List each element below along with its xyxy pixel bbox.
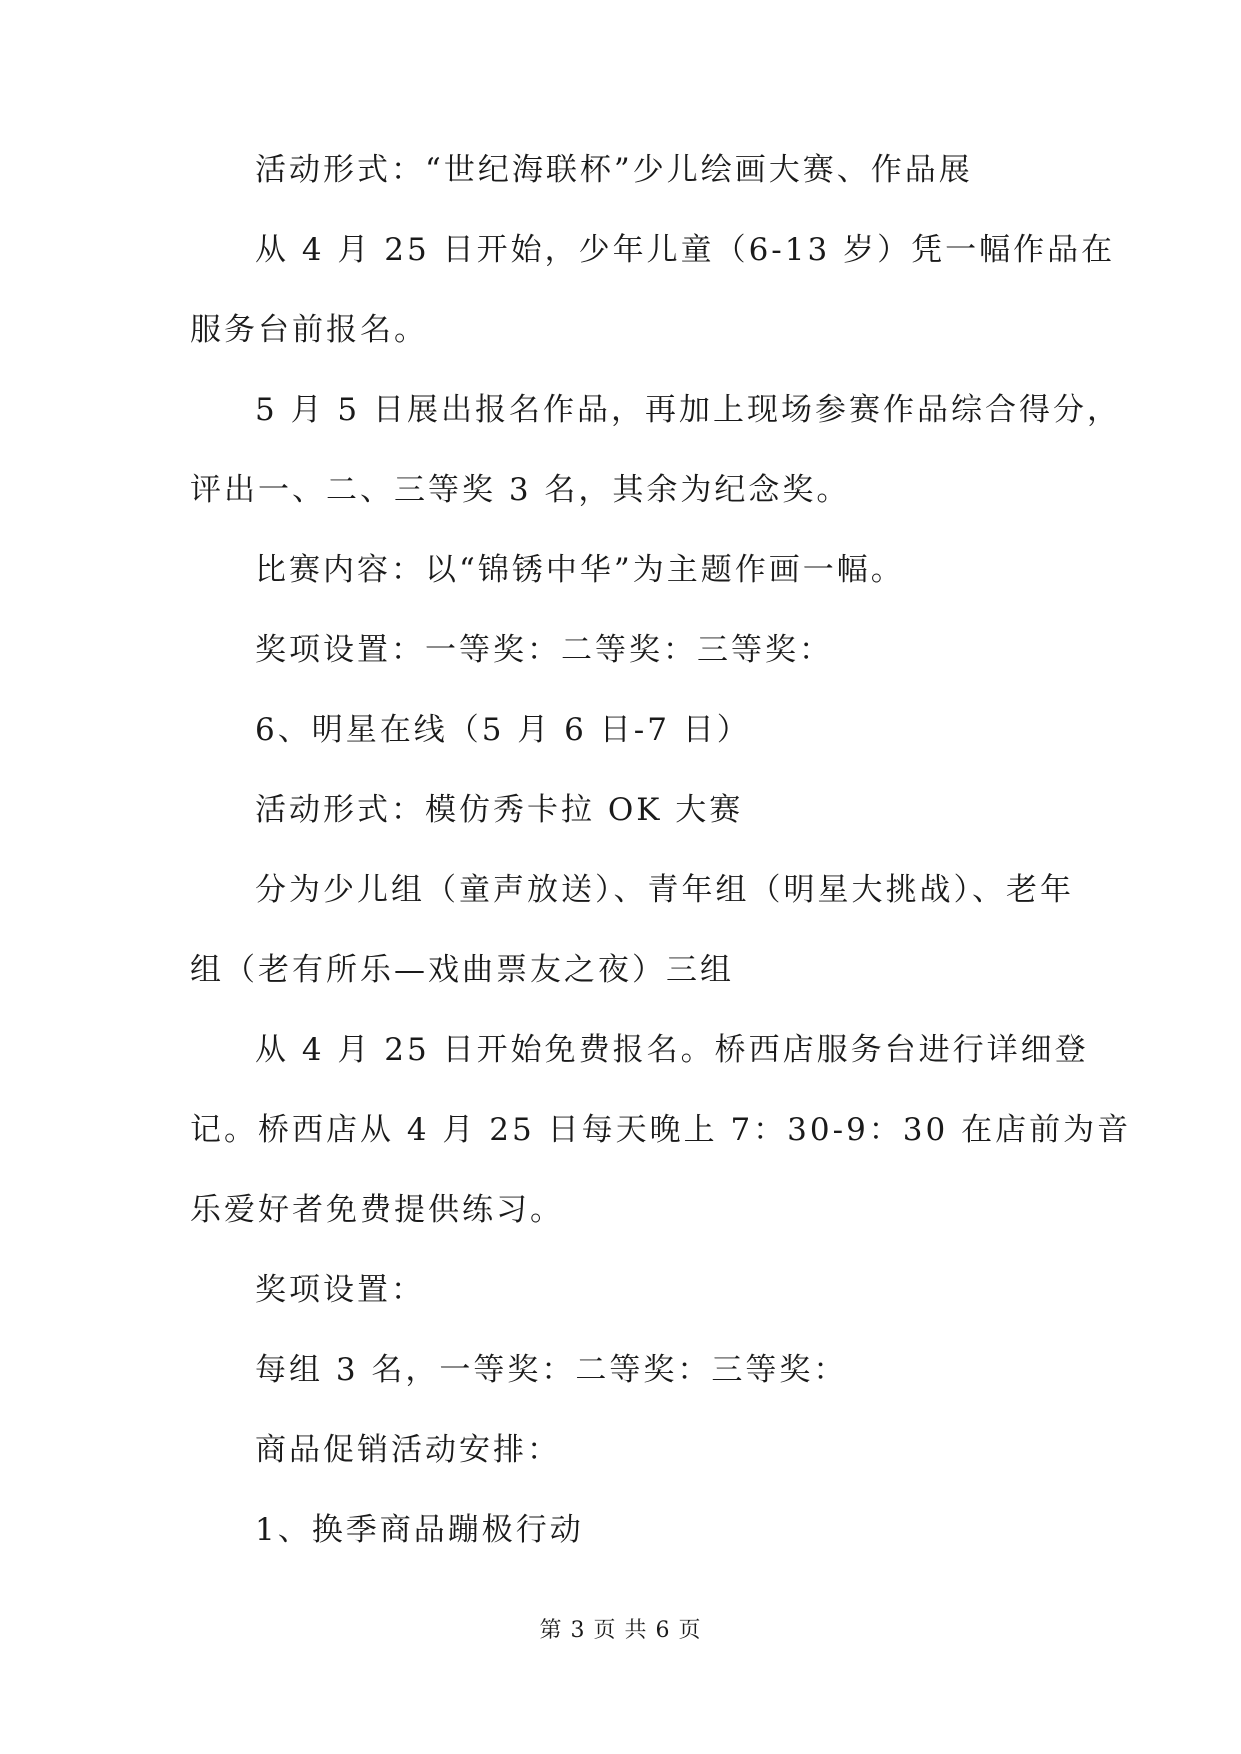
paragraph-line: 比赛内容：以“锦锈中华”为主题作画一幅。 (255, 552, 905, 588)
paragraph-line: 评出一、二、三等奖 3 名，其余为纪念奖。 (190, 472, 851, 508)
paragraph-line: 服务台前报名。 (190, 312, 428, 348)
paragraph-line: 5 月 5 日展出报名作品，再加上现场参赛作品综合得分， (255, 392, 1122, 428)
paragraph-line: 组（老有所乐—戏曲票友之夜）三组 (190, 952, 734, 988)
paragraph-line: 从 4 月 25 日开始，少年儿童（6-13 岁）凭一幅作品在 (255, 232, 1116, 268)
paragraph-line: 乐爱好者免费提供练习。 (190, 1192, 564, 1228)
paragraph-line: 每组 3 名，一等奖：二等奖：三等奖： (255, 1352, 848, 1388)
paragraph-line: 商品促销活动安排： (255, 1432, 561, 1468)
paragraph-line: 活动形式：“世纪海联杯”少儿绘画大赛、作品展 (255, 152, 973, 188)
paragraph-line: 从 4 月 25 日开始免费报名。桥西店服务台进行详细登 (255, 1032, 1089, 1068)
section-heading: 6、明星在线（5 月 6 日-7 日） (255, 712, 751, 748)
page-number-footer: 第 3 页 共 6 页 (539, 1618, 702, 1643)
paragraph-line: 活动形式：模仿秀卡拉 OK 大赛 (255, 792, 744, 828)
paragraph-line: 分为少儿组（童声放送）、青年组（明星大挑战）、老年 (255, 872, 1074, 908)
paragraph-line: 记。桥西店从 4 月 25 日每天晚上 7：30-9：30 在店前为音 (190, 1112, 1132, 1148)
section-heading: 1、换季商品蹦极行动 (255, 1512, 584, 1548)
paragraph-line: 奖项设置： (255, 1272, 425, 1308)
paragraph-line: 奖项设置：一等奖：二等奖：三等奖： (255, 632, 833, 668)
